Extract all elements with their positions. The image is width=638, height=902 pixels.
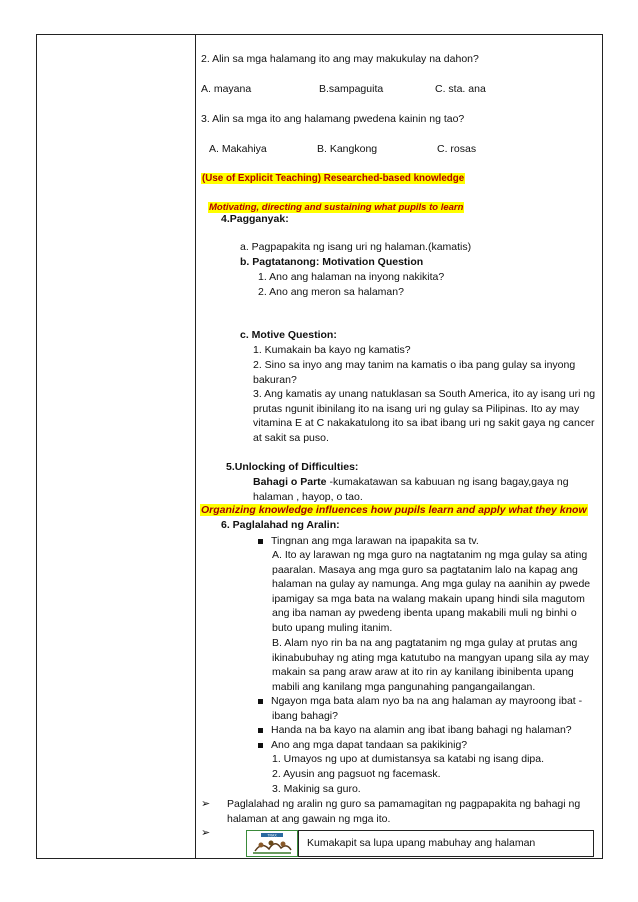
rule-2: 2. Ayusin ang pagsuot ng facemask. <box>272 768 441 780</box>
footer-banner <box>246 830 594 857</box>
question-2: 2. Alin sa mga halamang ito ang may makukulay na dahon? <box>201 53 479 65</box>
bullet-ngayon <box>258 694 610 723</box>
arrow-bullet-1 <box>201 797 210 812</box>
plant-logo-icon <box>247 831 297 856</box>
rule-1: 1. Umayos ng upo at dumistansya sa katabi ng isang dipa. <box>272 753 544 765</box>
bullet-handa <box>258 723 572 738</box>
motive-q1: 1. Kumakain ba kayo ng kamatis? <box>253 344 411 356</box>
arrow-icon: ➢ <box>201 827 211 839</box>
motive-q2: 2. Sino sa inyo ang may tanim na kamatis o iba pang gulay sa inyong bakuran? <box>253 359 576 386</box>
bullet-ano <box>258 738 467 753</box>
bullet-icon <box>258 539 263 544</box>
arrow-bullet-2 <box>201 826 210 841</box>
pagganyak-b2: 2. Ano ang meron sa halaman? <box>258 286 404 298</box>
rule-3: 3. Makinig sa guro. <box>272 783 361 795</box>
arrow-1-text: Paglalahad ng aralin ng guro sa pamamagitan ng pagpapakita ng bahagi ng halaman at ang gawain ng mga ito. <box>227 798 581 825</box>
paglalahad-title: 6. Paglalahad ng Aralin: <box>221 519 340 531</box>
question-3: 3. Alin sa mga ito ang halamang pwedena kainin ng tao? <box>201 113 465 125</box>
q2-option-a: A. mayana <box>201 83 252 95</box>
column-divider <box>195 34 196 859</box>
bullet-ngayon-text: Ngayon mga bata alam nyo ba na ang halaman ay mayroong ibat - ibang bahagi? <box>271 695 583 722</box>
q2-option-c: C. sta. ana <box>435 83 486 95</box>
unlocking-title: 5.Unlocking of Difficulties: <box>226 461 359 473</box>
pagganyak-c: c. Motive Question: <box>240 329 337 341</box>
unlocking-definition-text: -kumakatawan sa kabuuan ng isang bagay,gaya ng halaman , hayop, o tao. <box>253 476 569 503</box>
motive-q3: 3. Ang kamatis ay unang natuklasan sa South America, ito ay isang uri ng prutas ngunit ibinilang ito na isang uri ng gulay sa Pilipinas. Ito ay may vitamina E at C nakakatulong ito sa ibat ibang uri ng sakit gaya ng cancer at sakit sa puso. <box>253 388 596 444</box>
pagganyak-b: b. Pagtatanong: Motivation Question <box>240 256 424 268</box>
paragraph-a: A. Ito ay larawan ng mga guro na nagtatanim ng mga gulay sa ating paaralan. Masaya ang mga guro sa pagtatanim lalo na kapag ang halaman na gulay ay namunga. Ang mga gulay na aanihin ay pwede ipamigay sa mga bata na walang makain upang hindi sila magutom ang iba naman ay pwedeng ibenta upang makabili muli ng binhi o buto upang muling itanim. <box>272 549 591 634</box>
explicit-teaching-heading: (Use of Explicit Teaching) Researched-based knowledge <box>202 173 465 184</box>
logo-text: TRAX <box>267 833 277 838</box>
bullet-icon <box>258 728 263 733</box>
q3-option-c: C. rosas <box>437 143 477 155</box>
bullet-tingnan <box>258 534 479 549</box>
bullet-icon <box>258 743 263 748</box>
unlocking-definition <box>253 475 598 504</box>
motivating-heading: Motivating, directing and sustaining what pupils to learn <box>209 202 464 213</box>
organizing-heading: Organizing knowledge influences how pupils learn and apply what they know <box>201 504 587 516</box>
motto-text: Kumakapit sa lupa upang mabuhay ang halaman <box>298 830 594 857</box>
school-logo <box>246 830 298 857</box>
pagganyak-title: 4.Pagganyak: <box>221 213 289 225</box>
bullet-icon <box>258 699 263 704</box>
bullet-tingnan-text: Tingnan ang mga larawan na ipapakita sa tv. <box>271 535 479 547</box>
pagganyak-a: a. Pagpapakita ng isang uri ng halaman.(kamatis) <box>240 241 472 253</box>
unlocking-term: Bahagi o Parte <box>253 476 327 488</box>
q2-option-b: B.sampaguita <box>319 83 384 95</box>
q3-option-b: B. Kangkong <box>317 143 378 155</box>
arrow-icon: ➢ <box>201 798 211 810</box>
q3-option-a: A. Makahiya <box>209 143 267 155</box>
bullet-handa-text: Handa na ba kayo na alamin ang ibat ibang bahagi ng halaman? <box>271 724 572 736</box>
pagganyak-b1: 1. Ano ang halaman na inyong nakikita? <box>258 271 445 283</box>
paragraph-b: B. Alam nyo rin ba na ang pagtatanim ng mga gulay at prutas ang ikinabubuhay ng ating mga katutubo na mangyan upang sila ay may makain sa pang araw araw at ito rin ay kanilang ibinibenta upang mabili ang kanilang mga pangunahing pangangailangan. <box>272 637 589 693</box>
bullet-ano-text: Ano ang mga dapat tandaan sa pakikinig? <box>271 739 468 751</box>
